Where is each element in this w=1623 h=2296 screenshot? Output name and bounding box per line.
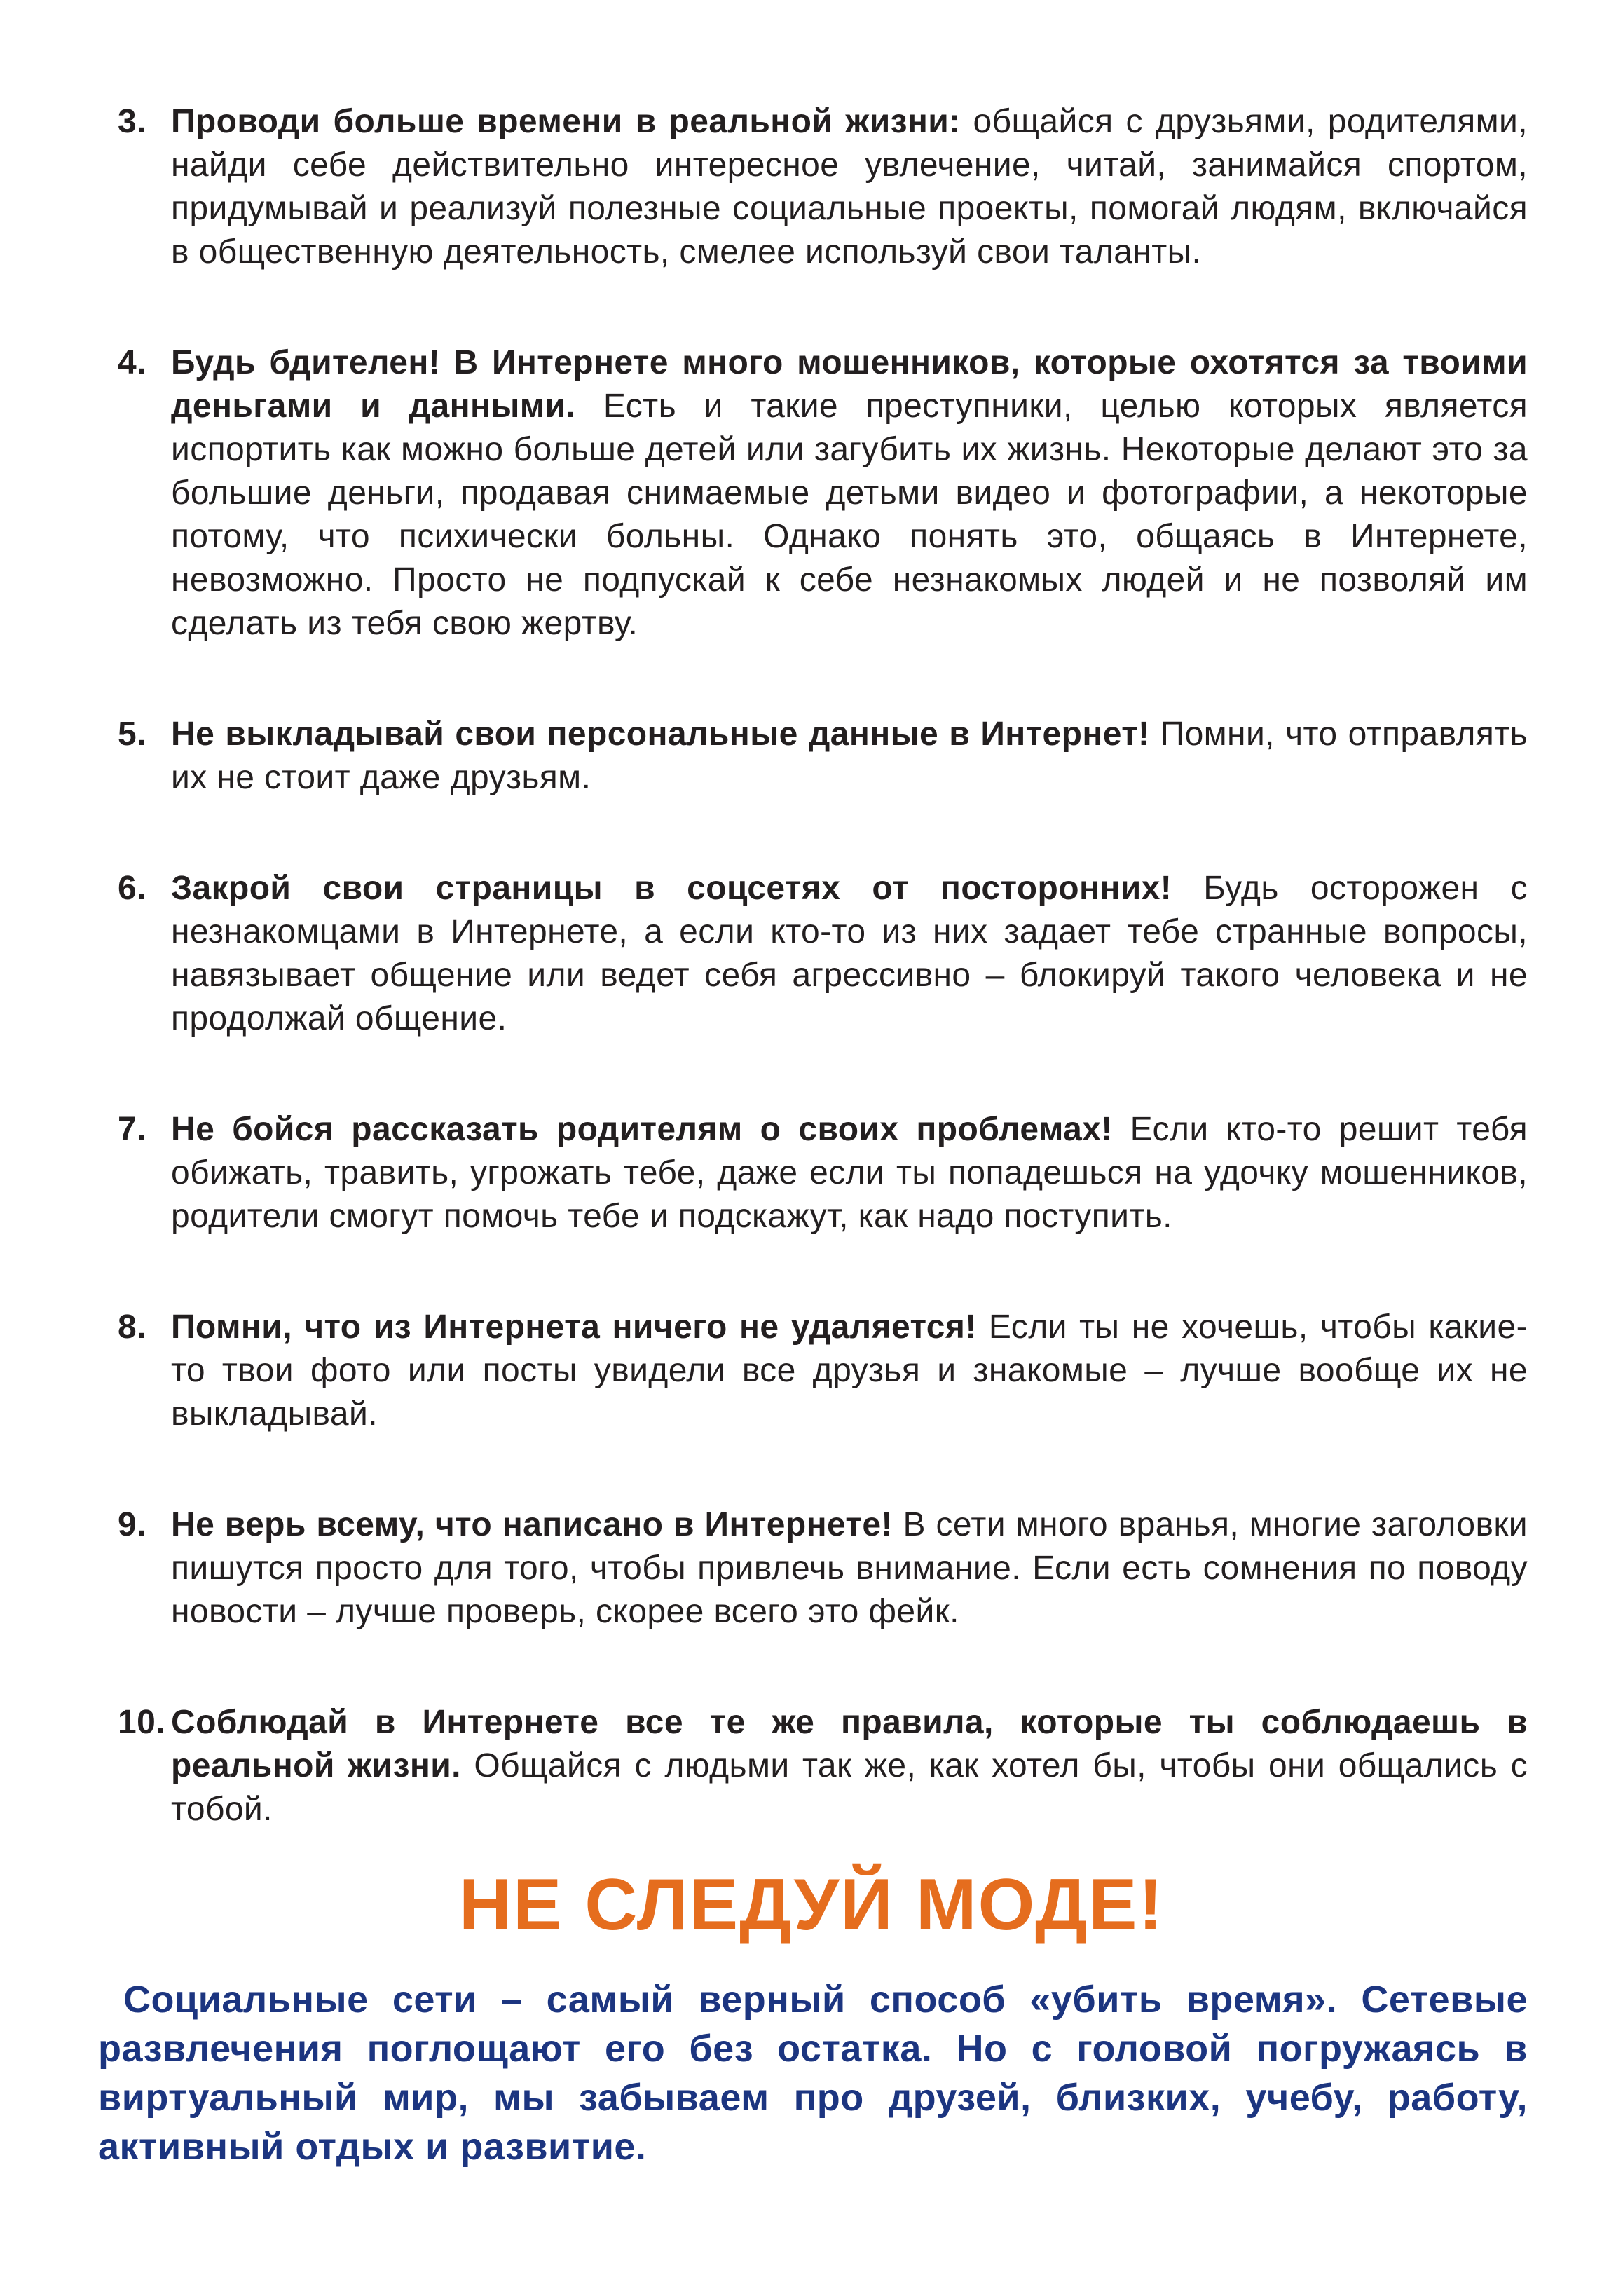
rule-body: Если кто-то решит тебя обижать, травить, угрожать тебе, даже если ты попадешься на удочку мошенников, родители смогут помочь тебе и подскажут, как надо поступить. <box>171 1111 1528 1235</box>
rule-lead: Закрой свои страницы в соцсетях от посторонних! <box>171 870 1172 907</box>
rule-body: Общайся с людьми так же, как хотел бы, чтобы они общались с тобой. <box>171 1747 1528 1828</box>
rule-number: 9. <box>118 1506 146 1543</box>
rule-item-5 <box>118 713 1528 800</box>
rule-lead: Не верь всему, что написано в Интернете! <box>171 1506 893 1543</box>
rule-number: 3. <box>118 103 146 140</box>
rule-item-6 <box>118 867 1528 1041</box>
rule-item-4 <box>118 341 1528 645</box>
rule-item-10 <box>118 1701 1528 1831</box>
rule-body: Помни, что отправлять их не стоит даже друзьям. <box>171 716 1528 796</box>
rule-body: общайся с друзьями, родителями, найди себе действительно интересное увлечение, читай, занимайся спортом, придумывай и реализуй полезные социальные проекты, помогай людям, включайся в общественную деятельность, смелее используй свои таланты. <box>171 103 1528 271</box>
rule-number: 4. <box>118 344 146 381</box>
rule-body: Если ты не хочешь, чтобы какие-то твои фото или посты увидели все друзья и знакомые – лучше вообще их не выкладывай. <box>171 1308 1528 1433</box>
rule-lead: Не выкладывай свои персональные данные в Интернет! <box>171 716 1150 753</box>
rules-list <box>118 100 1528 1831</box>
rule-lead: Проводи больше времени в реальной жизни: <box>171 103 961 140</box>
rule-number: 10. <box>118 1704 165 1741</box>
rule-lead: Помни, что из Интернета ничего не удаляется! <box>171 1308 977 1346</box>
rule-body: В сети много вранья, многие заголовки пишутся просто для того, чтобы привлечь внимание. Если есть сомнения по поводу новости – лучше проверь, скорее всего это фейк. <box>171 1506 1528 1630</box>
closing-paragraph: Социальные сети – самый верный способ «убить время». Сетевые развлечения поглощают его без остатка. Но с головой погружаясь в виртуальный мир, мы забываем про друзей, близких, учебу, работу, активный отдых и развитие. <box>98 1979 1528 2168</box>
rule-body: Есть и такие преступники, целью которых является испортить как можно больше детей или загубить их жизнь. Некоторые делают это за большие деньги, продавая снимаемые детьми видео и фотографии, а некоторые потому, что психически больны. Однако понять это, общаясь в Интернете, невозможно. Просто не подпускай к себе незнакомых людей и не позволяй им сделать из тебя свою жертву. <box>171 388 1528 642</box>
rule-number: 5. <box>118 716 146 753</box>
headline: НЕ СЛЕДУЙ МОДЕ! <box>458 1864 1165 1946</box>
rule-lead: Соблюдай в Интернете все те же правила, которые ты соблюдаешь в реальной жизни. <box>171 1704 1528 1784</box>
rule-lead: Не бойся рассказать родителям о своих проблемах! <box>171 1111 1113 1148</box>
rule-item-3 <box>118 100 1528 274</box>
rule-item-9 <box>118 1503 1528 1634</box>
rule-number: 7. <box>118 1111 146 1148</box>
rule-item-7 <box>118 1108 1528 1238</box>
rule-body: Будь осторожен с незнакомцами в Интернете, а если кто-то из них задает тебе странные вопросы, навязывает общение или ведет себя агрессивно – блокируй такого человека и не продолжай общение. <box>171 870 1528 1037</box>
rule-number: 6. <box>118 870 146 907</box>
rule-item-8 <box>118 1306 1528 1436</box>
rule-number: 8. <box>118 1308 146 1346</box>
rule-lead: Будь бдителен! В Интернете много мошенников, которые охотятся за твоими деньгами и данными. <box>171 344 1528 425</box>
